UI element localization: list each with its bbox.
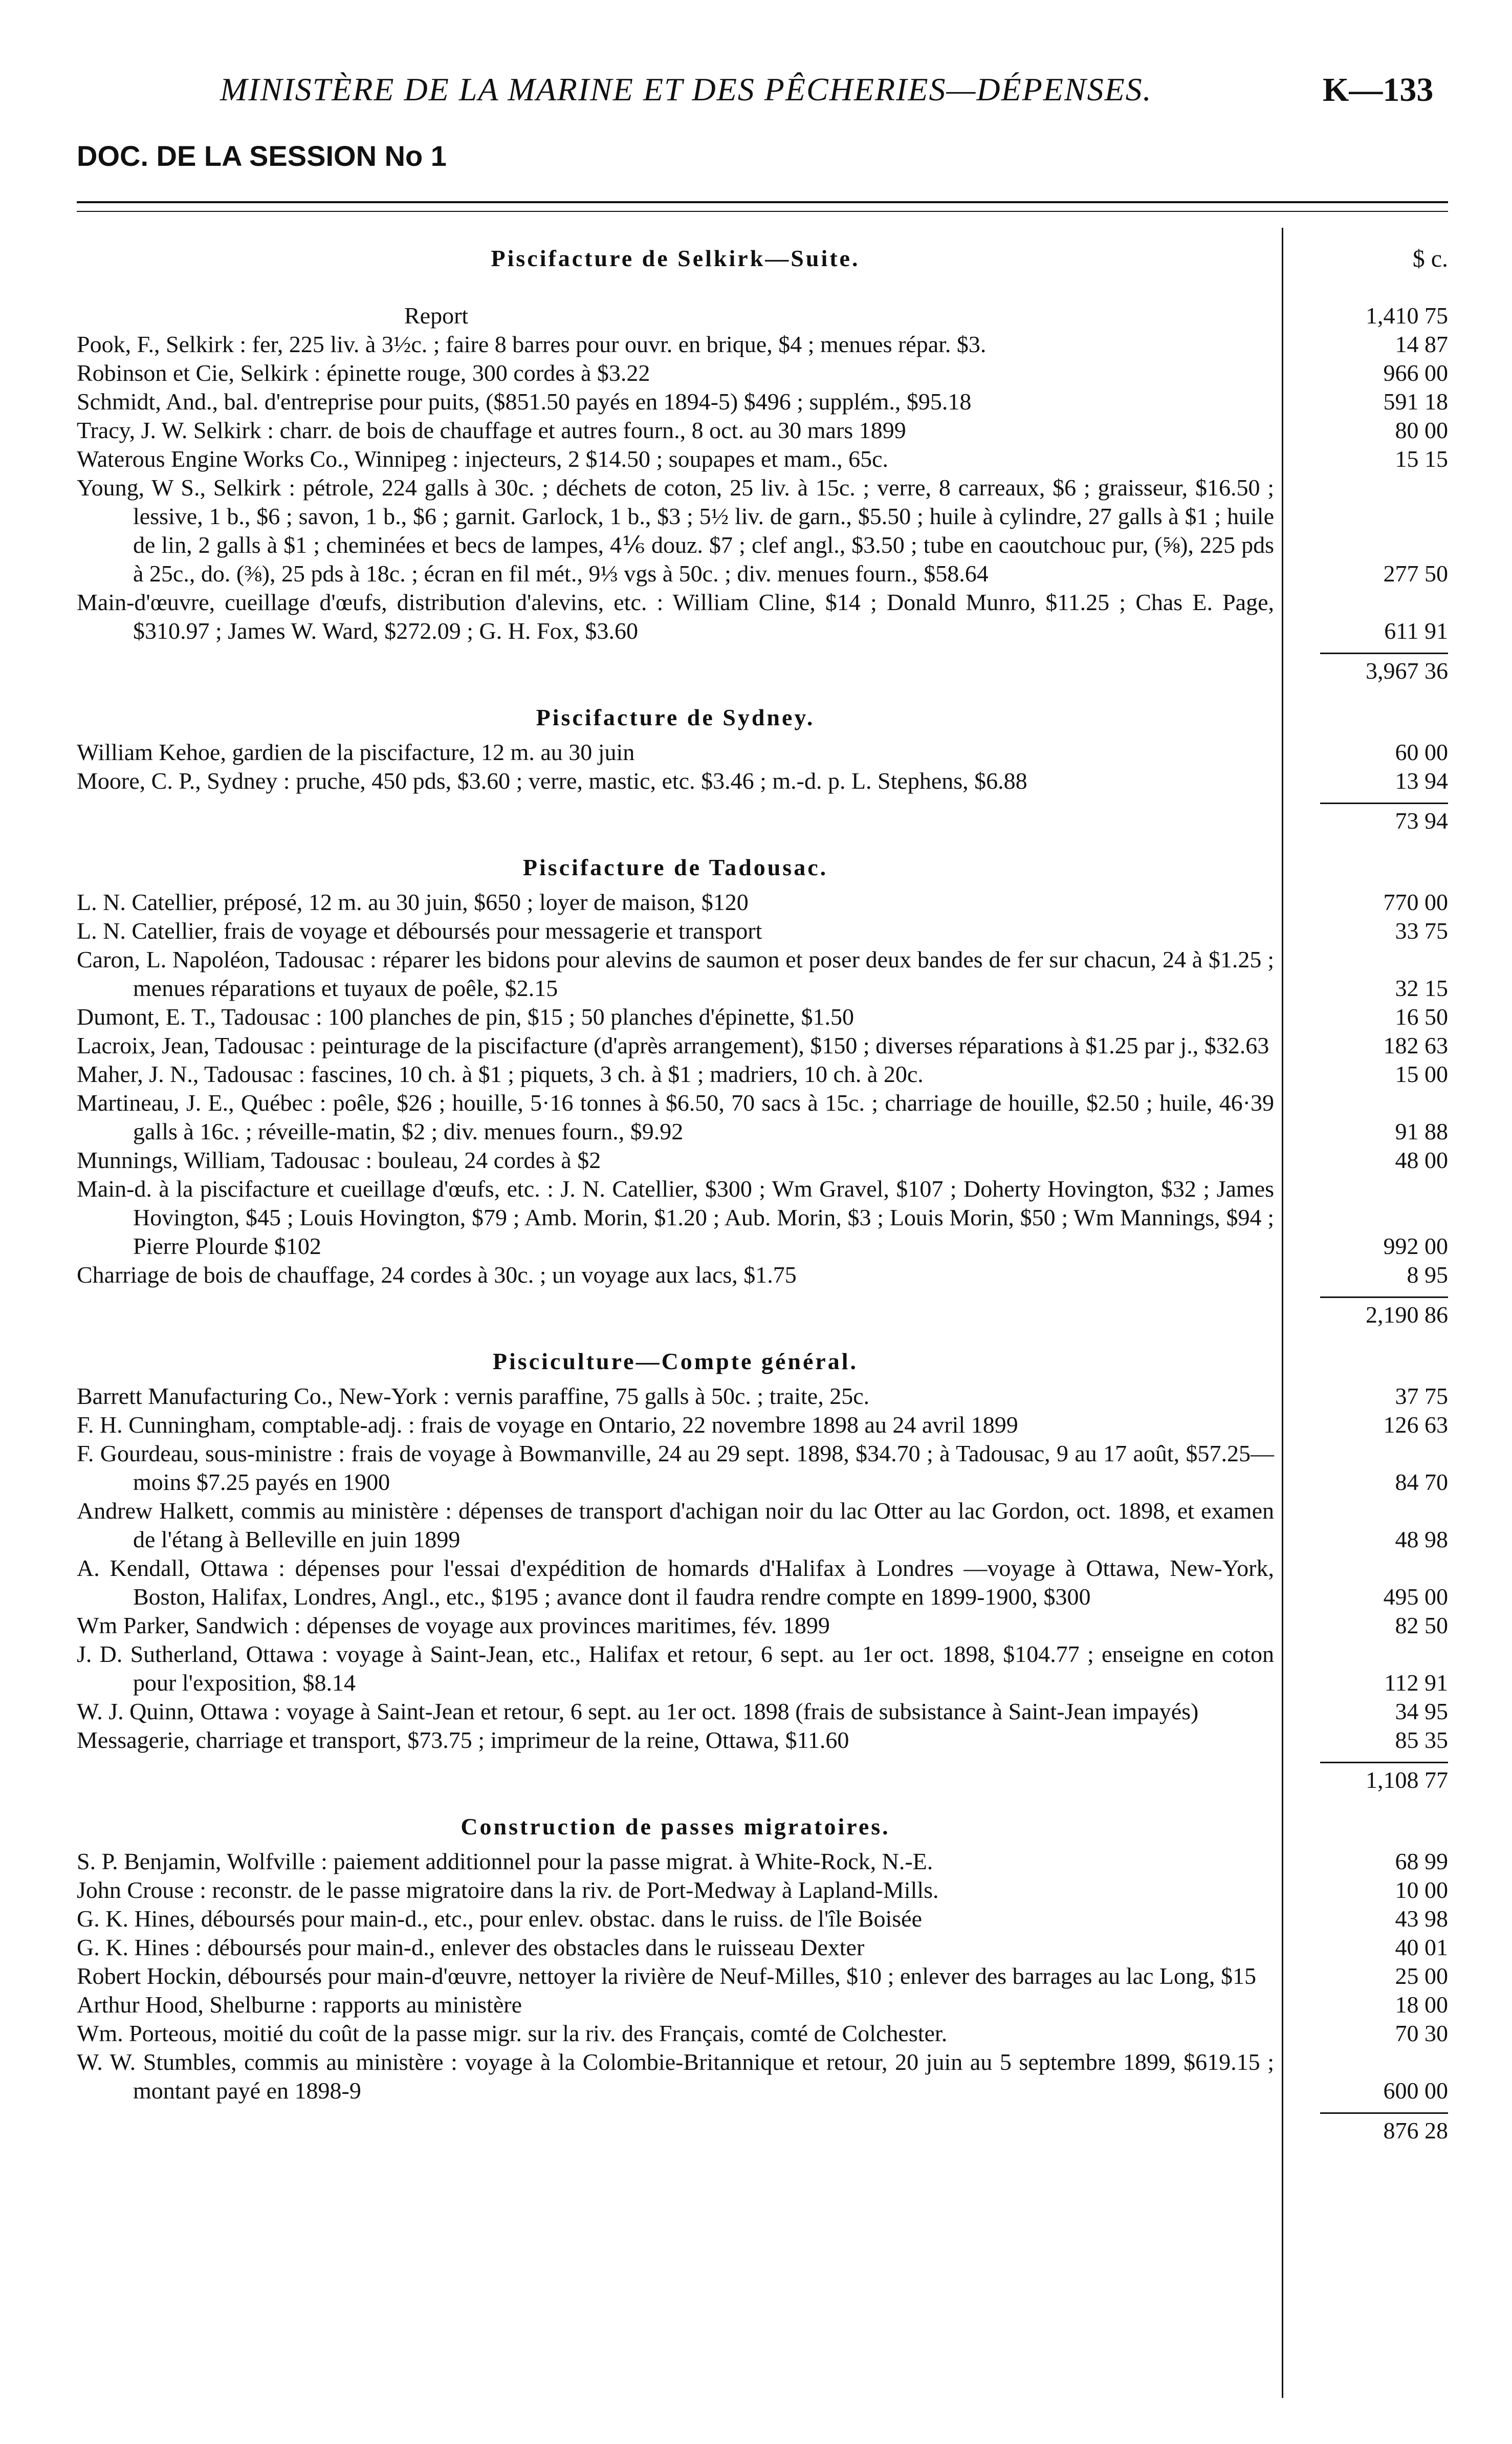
item-text: G. K. Hines, déboursés pour main-d., etc., pour enlev. obstac. dans le ruiss. de l'île Boisée [77,1906,922,1932]
item-amount: 91 88 [1395,1118,1448,1144]
item-amount: 68 99 [1395,1848,1448,1874]
list-item [77,1697,1448,1726]
item-text: Wm Parker, Sandwich : dépenses de voyage aux provinces maritimes, fév. 1899 [77,1612,830,1638]
item-text: Main-d. à la piscifacture et cueillage d'œufs, etc. : J. N. Catellier, $300 ; Wm Gravel, $107 ; Doherty Hovington, $32 ; James Hovington, $45 ; Louis Hovington, $79 ; Amb. Morin, $1.20 ; Aub. Morin, $3 ; Louis Morin, $50 ; Wm Mannings, $94 ; Pierre Plourde $102 [77,1176,1274,1259]
report-amount: 1,410 75 [1366,302,1448,329]
item-amount: 85 35 [1395,1727,1448,1753]
section-total-row [77,653,1448,689]
item-amount: 992 00 [1383,1233,1448,1259]
item-amount: 600 00 [1383,2078,1448,2104]
top-rule [77,201,1448,203]
item-amount: 82 50 [1395,1612,1448,1638]
item-amount: 18 00 [1395,1992,1448,2018]
doc-session: DOC. DE LA SESSION No 1 [77,140,447,172]
item-amount: 277 50 [1383,560,1448,587]
list-item [77,1497,1448,1554]
item-text: Robert Hockin, déboursés pour main-d'œuvre, nettoyer la rivière de Neuf-Milles, $10 ; enlever des barrages au lac Long, $15 [77,1963,1256,1989]
section-title: Piscifacture de Tadousac. [522,854,828,880]
item-amount: 43 98 [1395,1906,1448,1932]
list-item [77,1439,1448,1497]
item-amount: 8 95 [1407,1262,1448,1288]
item-text: Munnings, William, Tadousac : bouleau, 24 cordes à $2 [77,1147,601,1173]
section-sydney [77,689,1448,839]
item-amount: 495 00 [1383,1584,1448,1610]
ledger [77,230,1448,2149]
item-text: Schmidt, And., bal. d'entreprise pour puits, ($851.50 payés en 1894-5) $496 ; supplém., $95.18 [77,388,972,415]
item-amount: 611 91 [1384,618,1448,644]
item-text: Maher, J. N., Tadousac : fascines, 10 ch. à $1 ; piquets, 3 ch. à $1 ; madriers, 10 ch. à 20c. [77,1061,924,1087]
list-item [77,1876,1448,1905]
list-item [77,767,1448,795]
item-amount: 15 00 [1395,1061,1448,1087]
list-item [77,1933,1448,1962]
list-item [77,2019,1448,2048]
section-total: 876 28 [1320,2112,1448,2149]
item-amount: 84 70 [1395,1469,1448,1495]
item-text: Barrett Manufacturing Co., New-York : vernis paraffine, 75 galls à 50c. ; traite, 25c. [77,1383,870,1409]
list-item [77,1089,1448,1146]
item-text: G. K. Hines : déboursés pour main-d., enlever des obstacles dans le ruisseau Dexter [77,1934,865,1960]
list-item [77,359,1448,387]
item-text: Robinson et Cie, Selkirk : épinette rouge, 300 cordes à $3.22 [77,360,650,386]
currency-header: $ c. [1412,245,1448,272]
section-passes-migratoires [77,1799,1448,2149]
page-number: K—133 [1323,71,1434,109]
section-title: Construction de passes migratoires. [461,1813,890,1840]
list-item [77,1905,1448,1933]
item-text: Main-d'œuvre, cueillage d'œufs, distribution d'alevins, etc. : William Cline, $14 ; Donald Munro, $11.25 ; Chas E. Page, $310.97 ; James W. Ward, $272.09 ; G. H. Fox, $3.60 [77,589,1274,644]
list-item [77,888,1448,917]
item-text: Moore, C. P., Sydney : pruche, 450 pds, $3.60 ; verre, mastic, etc. $3.46 ; m.-d. p. L. Stephens, $6.88 [77,768,1027,794]
section-total: 73 94 [1320,803,1448,839]
list-item [77,445,1448,473]
list-item [77,738,1448,767]
section-total: 3,967 36 [1320,653,1448,689]
item-text: S. P. Benjamin, Wolfville : paiement additionnel pour la passe migrat. à White-Rock, N.-E. [77,1848,933,1874]
item-text: F. H. Cunningham, comptable-adj. : frais de voyage en Ontario, 22 novembre 1898 au 24 avril 1899 [77,1412,1018,1438]
section-total-row [77,1762,1448,1799]
item-amount: 60 00 [1395,739,1448,765]
item-text: William Kehoe, gardien de la piscifacture, 12 m. au 30 juin [77,739,635,765]
item-amount: 34 95 [1395,1698,1448,1724]
section-title: Pisciculture—Compte général. [492,1348,859,1374]
section-title: Piscifacture de Sydney. [536,704,815,730]
list-item [77,588,1448,645]
item-amount: 32 15 [1395,975,1448,1001]
item-amount: 37 75 [1395,1383,1448,1409]
section-total: 2,190 86 [1320,1296,1448,1333]
list-item [77,1261,1448,1289]
list-item [77,917,1448,945]
item-text: Tracy, J. W. Selkirk : charr. de bois de chauffage et autres fourn., 8 oct. au 30 mars 1899 [77,417,906,443]
item-text: Waterous Engine Works Co., Winnipeg : injecteurs, 2 $14.50 ; soupapes et mam., 65c. [77,446,888,472]
list-item [77,473,1448,588]
section-tadousac [77,839,1448,1333]
item-amount: 80 00 [1395,417,1448,443]
item-text: John Crouse : reconstr. de le passe migratoire dans la riv. de Port-Medway à Lapland-Mills. [77,1877,939,1903]
list-item [77,1175,1448,1261]
item-amount: 966 00 [1383,360,1448,386]
item-amount: 48 00 [1395,1147,1448,1173]
item-text: L. N. Catellier, préposé, 12 m. au 30 juin, $650 ; loyer de maison, $120 [77,889,749,915]
report-row [77,279,1448,330]
section-total-row [77,2112,1448,2149]
item-amount: 33 75 [1395,918,1448,944]
item-text: A. Kendall, Ottawa : dépenses pour l'essai d'expédition de homards d'Halifax à Londres —voyage à Ottawa, New-York, Boston, Halifax, Londres, Angl., etc., $195 ; avance dont il faudra rendre compte en 1899-1900, $300 [77,1555,1274,1610]
item-text: Caron, L. Napoléon, Tadousac : réparer les bidons pour alevins de saumon et poser deux bandes de fer sur chacun, 24 à $1.25 ; menues réparations et tuyaux de poêle, $2.15 [77,946,1274,1001]
list-item [77,1991,1448,2019]
list-item [77,2048,1448,2105]
item-amount: 48 98 [1395,1526,1448,1552]
section-compte-general [77,1333,1448,1799]
section-selkirk [77,230,1448,689]
report-label: Report [404,302,469,329]
item-text: Arthur Hood, Shelburne : rapports au ministère [77,1992,522,2018]
section-total: 1,108 77 [1320,1762,1448,1799]
item-text: Dumont, E. T., Tadousac : 100 planches de pin, $15 ; 50 planches d'épinette, $1.50 [77,1004,854,1030]
section-total-row [77,1296,1448,1333]
item-text: Messagerie, charriage et transport, $73.75 ; imprimeur de la reine, Ottawa, $11.60 [77,1727,849,1753]
section-total-row [77,803,1448,839]
list-item [77,1382,1448,1411]
item-text: Charriage de bois de chauffage, 24 cordes à 30c. ; un voyage aux lacs, $1.75 [77,1262,797,1288]
item-amount: 16 50 [1395,1004,1448,1030]
top-rule-2 [77,211,1448,212]
item-amount: 15 15 [1395,446,1448,472]
list-item [77,387,1448,416]
item-amount: 770 00 [1383,889,1448,915]
item-text: F. Gourdeau, sous-ministre : frais de voyage à Bowmanville, 24 au 29 sept. 1898, $34.70 ; à Tadousac, 9 au 17 août, $57.25—moins $7.25 payés en 1900 [77,1440,1274,1495]
item-amount: 126 63 [1383,1412,1448,1438]
running-head: MINISTÈRE DE LA MARINE ET DES PÊCHERIES—DÉPENSES. [220,71,1152,107]
item-text: Young, W S., Selkirk : pétrole, 224 galls à 30c. ; déchets de coton, 25 liv. à 15c. ; verre, 8 carreaux, $6 ; graisseur, $16.50 ; lessive, 1 b., $6 ; savon, 1 b., $6 ; garnit. Garlock, 1 b., $3 ; 5½ liv. de garn., $5.50 ; huile à cylindre, 27 galls à $1 ; huile de lin, 2 galls à $1 ; cheminées et becs de lampes, 4⅙ douz. $7 ; clef angl., $3.50 ; tube en caoutchouc pur, (⅝), 225 pds à 25c., do. (⅜), 25 pds à 18c. ; écran en fil mét., 9⅓ vgs à 50c. ; div. menues fourn., $58.64 [77,474,1274,587]
item-amount: 25 00 [1395,1963,1448,1989]
list-item [77,1554,1448,1611]
item-text: Pook, F., Selkirk : fer, 225 liv. à 3½c. ; faire 8 barres pour ouvr. en brique, $4 ; menues répar. $3. [77,331,987,357]
list-item [77,1640,1448,1697]
item-text: Lacroix, Jean, Tadousac : peinturage de la piscifacture (d'après arrangement), $150 ; diverses réparations à $1.25 par j., $32.63 [77,1032,1269,1058]
list-item [77,1060,1448,1089]
item-text: Martineau, J. E., Québec : poêle, $26 ; houille, 5·16 tonnes à $6.50, 70 sacs à 15c. ; charriage de houille, $2.50 ; huile, 46·39 galls à 16c. ; réveille-matin, $2 ; div. menues fourn., $9.92 [77,1090,1274,1144]
list-item [77,1847,1448,1876]
item-text: J. D. Sutherland, Ottawa : voyage à Saint-Jean, etc., Halifax et retour, 6 sept. au 1er oct. 1898, $104.77 ; enseigne en coton pour l'exposition, $8.14 [77,1641,1274,1696]
item-text: W. J. Quinn, Ottawa : voyage à Saint-Jean et retour, 6 sept. au 1er oct. 1898 (frais de subsistance à Saint-Jean impayés) [77,1698,1199,1724]
item-amount: 182 63 [1383,1032,1448,1058]
item-text: Andrew Halkett, commis au ministère : dépenses de transport d'achigan noir du lac Otter au lac Gordon, oct. 1898, et examen de l'étang à Belleville en juin 1899 [77,1498,1274,1552]
item-text: L. N. Catellier, frais de voyage et déboursés pour messagerie et transport [77,918,762,944]
item-text: Wm. Porteous, moitié du coût de la passe migr. sur la riv. des Français, comté de Colchester. [77,2020,948,2046]
list-item [77,1146,1448,1175]
list-item [77,1962,1448,1991]
list-item [77,416,1448,445]
item-amount: 112 91 [1384,1670,1448,1696]
item-amount: 10 00 [1395,1877,1448,1903]
list-item [77,1726,1448,1755]
list-item [77,945,1448,1003]
item-amount: 40 01 [1395,1934,1448,1960]
item-amount: 591 18 [1383,388,1448,415]
item-amount: 14 87 [1395,331,1448,357]
item-amount: 70 30 [1395,2020,1448,2046]
list-item [77,1411,1448,1439]
list-item [77,1031,1448,1060]
list-item [77,1611,1448,1640]
item-text: W. W. Stumbles, commis au ministère : voyage à la Colombie-Britannique et retour, 20 juin au 5 septembre 1899, $619.15 ; montant payé en 1898-9 [77,2049,1274,2104]
list-item [77,1003,1448,1031]
section-title: Piscifacture de Selkirk—Suite. [491,245,860,271]
item-amount: 13 94 [1395,768,1448,794]
list-item [77,330,1448,359]
